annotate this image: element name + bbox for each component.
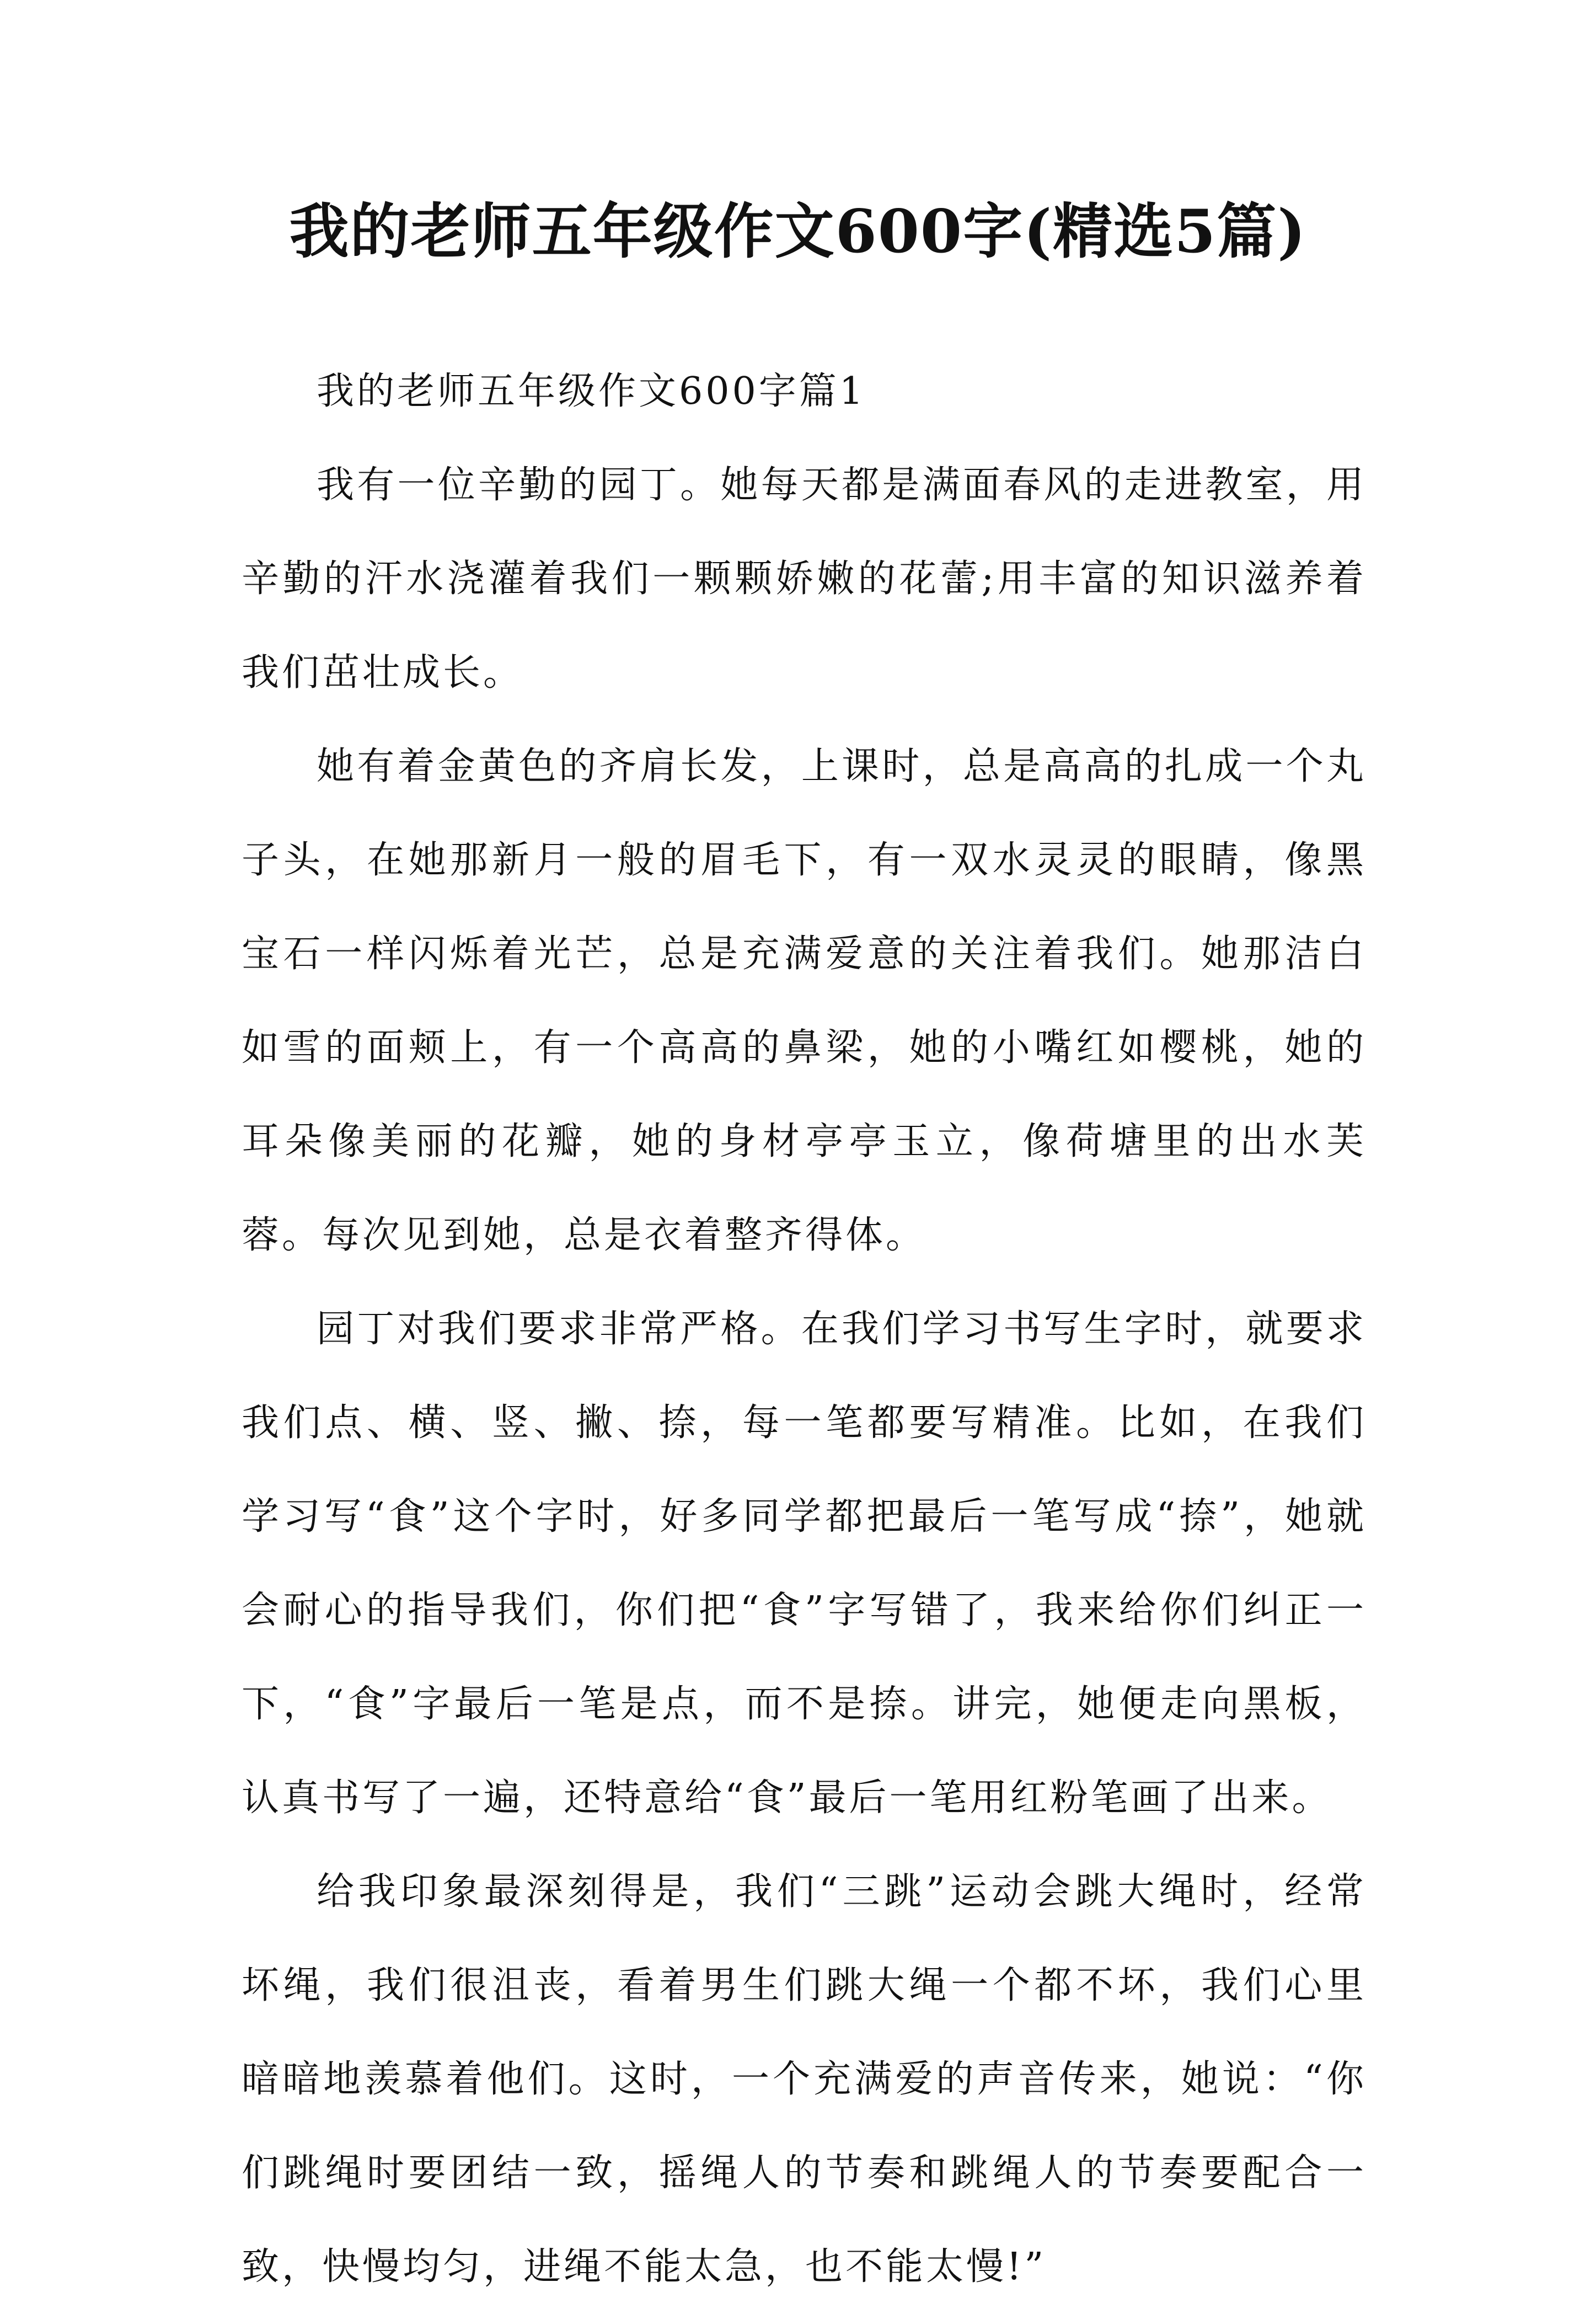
paragraph: 给我印象最深刻得是，我们“三跳”运动会跳大绳时，经常坏绳，我们很沮丧，看着男生们跳大绳一个都不坏，我们心里暗暗地羡慕着他们。这时，一个充满爱的声音传来，她说：“你们跳绳时要团结一致，摇绳人的节奏和跳绳人的节奏要配合一致，快慢均匀，进绳不能太急，也不能太慢!” — [242, 1870, 1367, 2289]
paragraph: 园丁对我们要求非常严格。在我们学习书写生字时，就要求我们点、横、竖、撇、捺，每一笔都要写精准。比如，在我们学习写“食”这个字时，好多同学都把最后一笔写成“捺”，她就会耐心的指导我们，你们把“食”字写错了，我来给你们纠正一下，“食”字最后一笔是点，而不是捺。讲完，她便走向黑板，认真书写了一遍，还特意给“食”最后一笔用红粉笔画了出来。 — [242, 1307, 1367, 1820]
document-body — [242, 345, 1367, 2314]
paragraph: 我有一位辛勤的园丁。她每天都是满面春风的走进教室，用辛勤的汗水浇灌着我们一颗颗娇嫩的花蕾;用丰富的知识滋养着我们茁壮成长。 — [242, 463, 1367, 694]
section-heading: 我的老师五年级作文600字篇1 — [317, 370, 866, 413]
paragraph: 她有着金黄色的齐肩长发，上课时，总是高高的扎成一个丸子头，在她那新月一般的眉毛下，有一双水灵灵的眼睛，像黑宝石一样闪烁着光芒，总是充满爱意的关注着我们。她那洁白如雪的面颊上，有一个高高的鼻梁，她的小嘴红如樱桃，她的耳朵像美丽的花瓣，她的身材亭亭玉立，像荷塘里的出水芙蓉。每次见到她，总是衣着整齐得体。 — [242, 745, 1367, 1257]
document-title: 我的老师五年级作文600字(精选5篇) — [289, 197, 1307, 266]
